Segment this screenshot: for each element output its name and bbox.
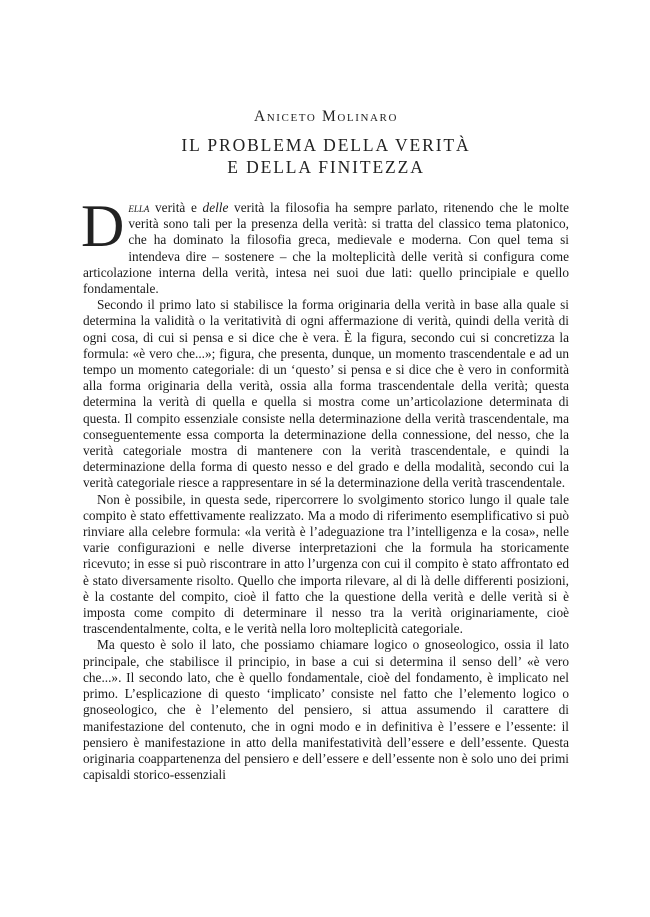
page	[83, 108, 569, 783]
paragraph-3: Non è possibile, in questa sede, ripercorrere lo svolgimento storico lungo il quale tale compito è stato effettivamente realizzato. Ma a modo di riferimento esemplificativo si può rinviare alla celebre formula: «la verità è l’adeguazione tra l’intelligenza e la cosa», nelle varie configurazioni e nelle diverse interpretazioni che la formula ha storicamente ricevuto; in esse si può riscontrare in atto l’urgenza con cui il compito è stato affrontato ed è stato diversamente risolto. Quello che importa rilevare, al di là delle differenti posizioni, è la costante del compito, cioè il fatto che la questione della verità e delle verità si è imposta come compito di determinare il nesso tra la verità originariamente, cioè trascendentalmente, colta, e le verità nella loro molteplicità categoriale.	[83, 491, 569, 637]
paragraph-1-text-a: verità e	[149, 200, 203, 215]
article-title	[83, 134, 569, 178]
drop-cap: D	[81, 193, 125, 259]
lead-in: ella	[128, 200, 150, 215]
paragraph-1	[81, 193, 569, 297]
title-line-1: IL PROBLEMA DELLA VERITÀ	[181, 135, 471, 155]
paragraph-1-emphasis: delle	[202, 200, 229, 215]
title-line-2: E DELLA FINITEZZA	[227, 157, 425, 177]
author-name: Aniceto Molinaro	[253, 108, 399, 125]
paragraph-4: Ma questo è solo il lato, che possiamo chiamare logico o gnoseologico, ossia il lato principale, che stabilisce il principio, in base a cui si determina il senso dell’ «è vero che...». Il secondo lato, che è quello fondamentale, cioè del fondamento, è implicato nel primo. L’esplicazione di questo ‘implicato’ consiste nel fatto che l’elemento logico o gnoseologico, che è l’elemento del pensiero, si attua assumendo il carattere di manifestazione del contenuto, che in ogni modo e in definitiva è l’essere e l’essente: il pensiero è manifestazione in atto della manifestatività dell’essere e dell’essente. Questa originaria coappartenenza del pensiero e dell’essere e dell’essente non è solo uno dei primi capisaldi storico-essenziali	[83, 637, 569, 783]
paragraph-1-text-b: verità la filosofia ha sempre parlato, ritenendo che le molte verità sono tali per la presenza della verità: si tratta del classico tema platonico, che ha dominato la filosofia greca, medievale e moderna. Con quel tema si intendeva dire – sostenere – che la molteplicità delle verità si configura come articolazione interna della verità, intesa nei suoi due lati: quello principiale e quello fondamentale.	[83, 200, 569, 297]
article-body	[81, 193, 569, 783]
paragraph-2: Secondo il primo lato si stabilisce la forma originaria della verità in base alla quale si determina la validità o la veritatività di ogni affermazione di verità, quindi della verità di ogni cosa, di cui si pensa e si dice che è vera. È la figura, secondo cui si concretizza la formula: «è vero che...»; figura, che presenta, dunque, un momento trascendentale e ad un tempo un momento categoriale: di un ‘questo’ si pensa e si dice che è vero in conformità alla forma originaria della verità, ossia alla forma trascendentale della verità; questa determina la verità di quella e quella si mostra come un’articolazione determinata di questa. Il compito essenziale consiste nella determinazione della verità trascendentale, ma conseguentemente essa comporta la determinazione della connessione, del nesso, che la verità categoriale mostra di mantenere con la verità trascendentale, e quindi la determinazione della forma di questo nesso e del grado e della modalità, secondo cui la verità categoriale riesce a rappresentare in sé la determinazione della verità trascendentale.	[83, 297, 569, 491]
